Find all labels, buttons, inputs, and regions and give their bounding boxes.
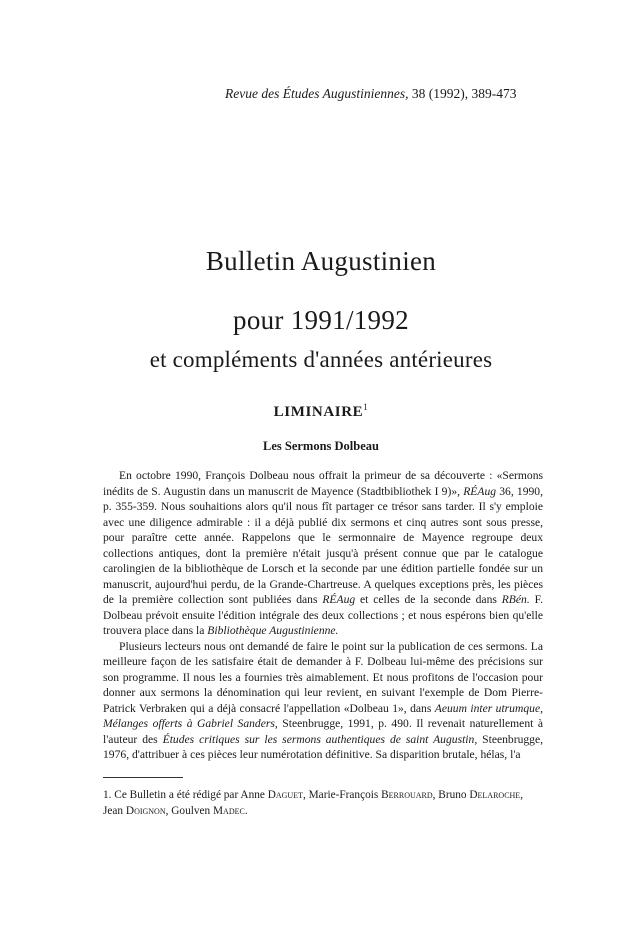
series-citation: Bibliothèque Augustinienne. xyxy=(207,624,339,637)
journal-volume-pages: 38 (1992), 389-473 xyxy=(411,86,517,101)
work-citation: Études critiques sur les sermons authentiques de saint Augustin, xyxy=(162,732,478,746)
footnote-reference: 1 xyxy=(363,402,369,412)
paragraph-2: Plusieurs lecteurs nous ont demandé de faire le point sur la publication de ces sermons. La meilleure façon de les satisfaire était de demander à F. Dolbeau lui-même des précisions sur son programme. Il nous les a fournies très aimablement. Et nous profitons de l'occasion pour donner aux sermons la dénomination qui leur revient, en suivant l'exemple de Dom Pierre-Patrick Verbraken qui a déjà consacré l'appellation «Dolbeau 1», dans Aeuum inter utrumque, Mélanges offerts à Gabriel Sanders, Steenbrugge, 1991, p. 490. Il revenait naturellement à l'auteur des Études critiques sur les sermons authentiques de saint Augustin, Steenbrugge, 1976, d'attribuer à ces pièces leur numérotation définitive. Sa disparition brutale, hélas, l'a xyxy=(103,639,544,761)
journal-reference xyxy=(225,86,516,102)
title-line-2: pour 1991/1992 xyxy=(233,305,409,335)
section-heading-text: LIMINAIRE xyxy=(273,404,364,420)
journal-citation: RÉAug xyxy=(322,593,356,606)
author-name: Daguet xyxy=(267,789,303,801)
paragraph-1: En octobre 1990, François Dolbeau nous offrait la primeur de sa découverte : «Sermons inédits de S. Augustin dans un manuscrit de Mayence (Stadtbibliothek I 9)», RÉAug 36, 1990, p. 355-359. Nous souhaitions alors qu'il nous fît partager ce trésor sans tarder. Il s'y emploie avec une diligence admirable : il a déjà publié dix sermons et cinq autres sont sous presse, pour paraître cette année. Rappelons que le sermonnaire de Mayence regroupe deux collections antiques, dont la première n'était jusqu'à présent connue que par le catalogue carolingien de la bibliothèque de Lorsch et la seconde par une édition partielle fondée sur un manuscrit, aujourd'hui perdu, de la Grande-Chartreuse. A quelques exceptions près, les pièces de la première collection sont publiées dans RÉAug et celles de la seconde dans RBén. F. Dolbeau prévoit ensuite l'édition intégrale des deux collections ; et nous espérons bien qu'elle trouvera place dans la Bibliothèque Augustinienne. xyxy=(103,469,543,637)
journal-citation: RBén. xyxy=(501,593,530,606)
journal-citation: RÉAug xyxy=(463,484,497,498)
author-name: Delaroche xyxy=(469,789,521,801)
author-name: Doignon xyxy=(125,804,166,817)
section-subheading: Les Sermons Dolbeau xyxy=(263,439,379,453)
footnote-separator xyxy=(103,777,183,778)
title-line-3: et compléments d'années antérieures xyxy=(149,347,493,372)
journal-name: Revue des Études Augustiniennes, xyxy=(225,86,409,101)
footnote-number: 1. xyxy=(103,789,112,801)
footnote: 1. Ce Bulletin a été rédigé par Anne Daguet, Marie-François Berrouard, Bruno Delaroche, Jean Doignon, Goulven Madec. xyxy=(103,789,524,817)
section-heading xyxy=(0,402,642,421)
work-citation: Aeuum inter utrumque, Mélanges offerts à Gabriel Sanders, xyxy=(103,701,543,730)
title-line-1: Bulletin Augustinien xyxy=(205,246,437,276)
author-name: Madec xyxy=(213,804,245,817)
body-text xyxy=(103,468,543,763)
author-name: Berrouard xyxy=(381,789,433,801)
